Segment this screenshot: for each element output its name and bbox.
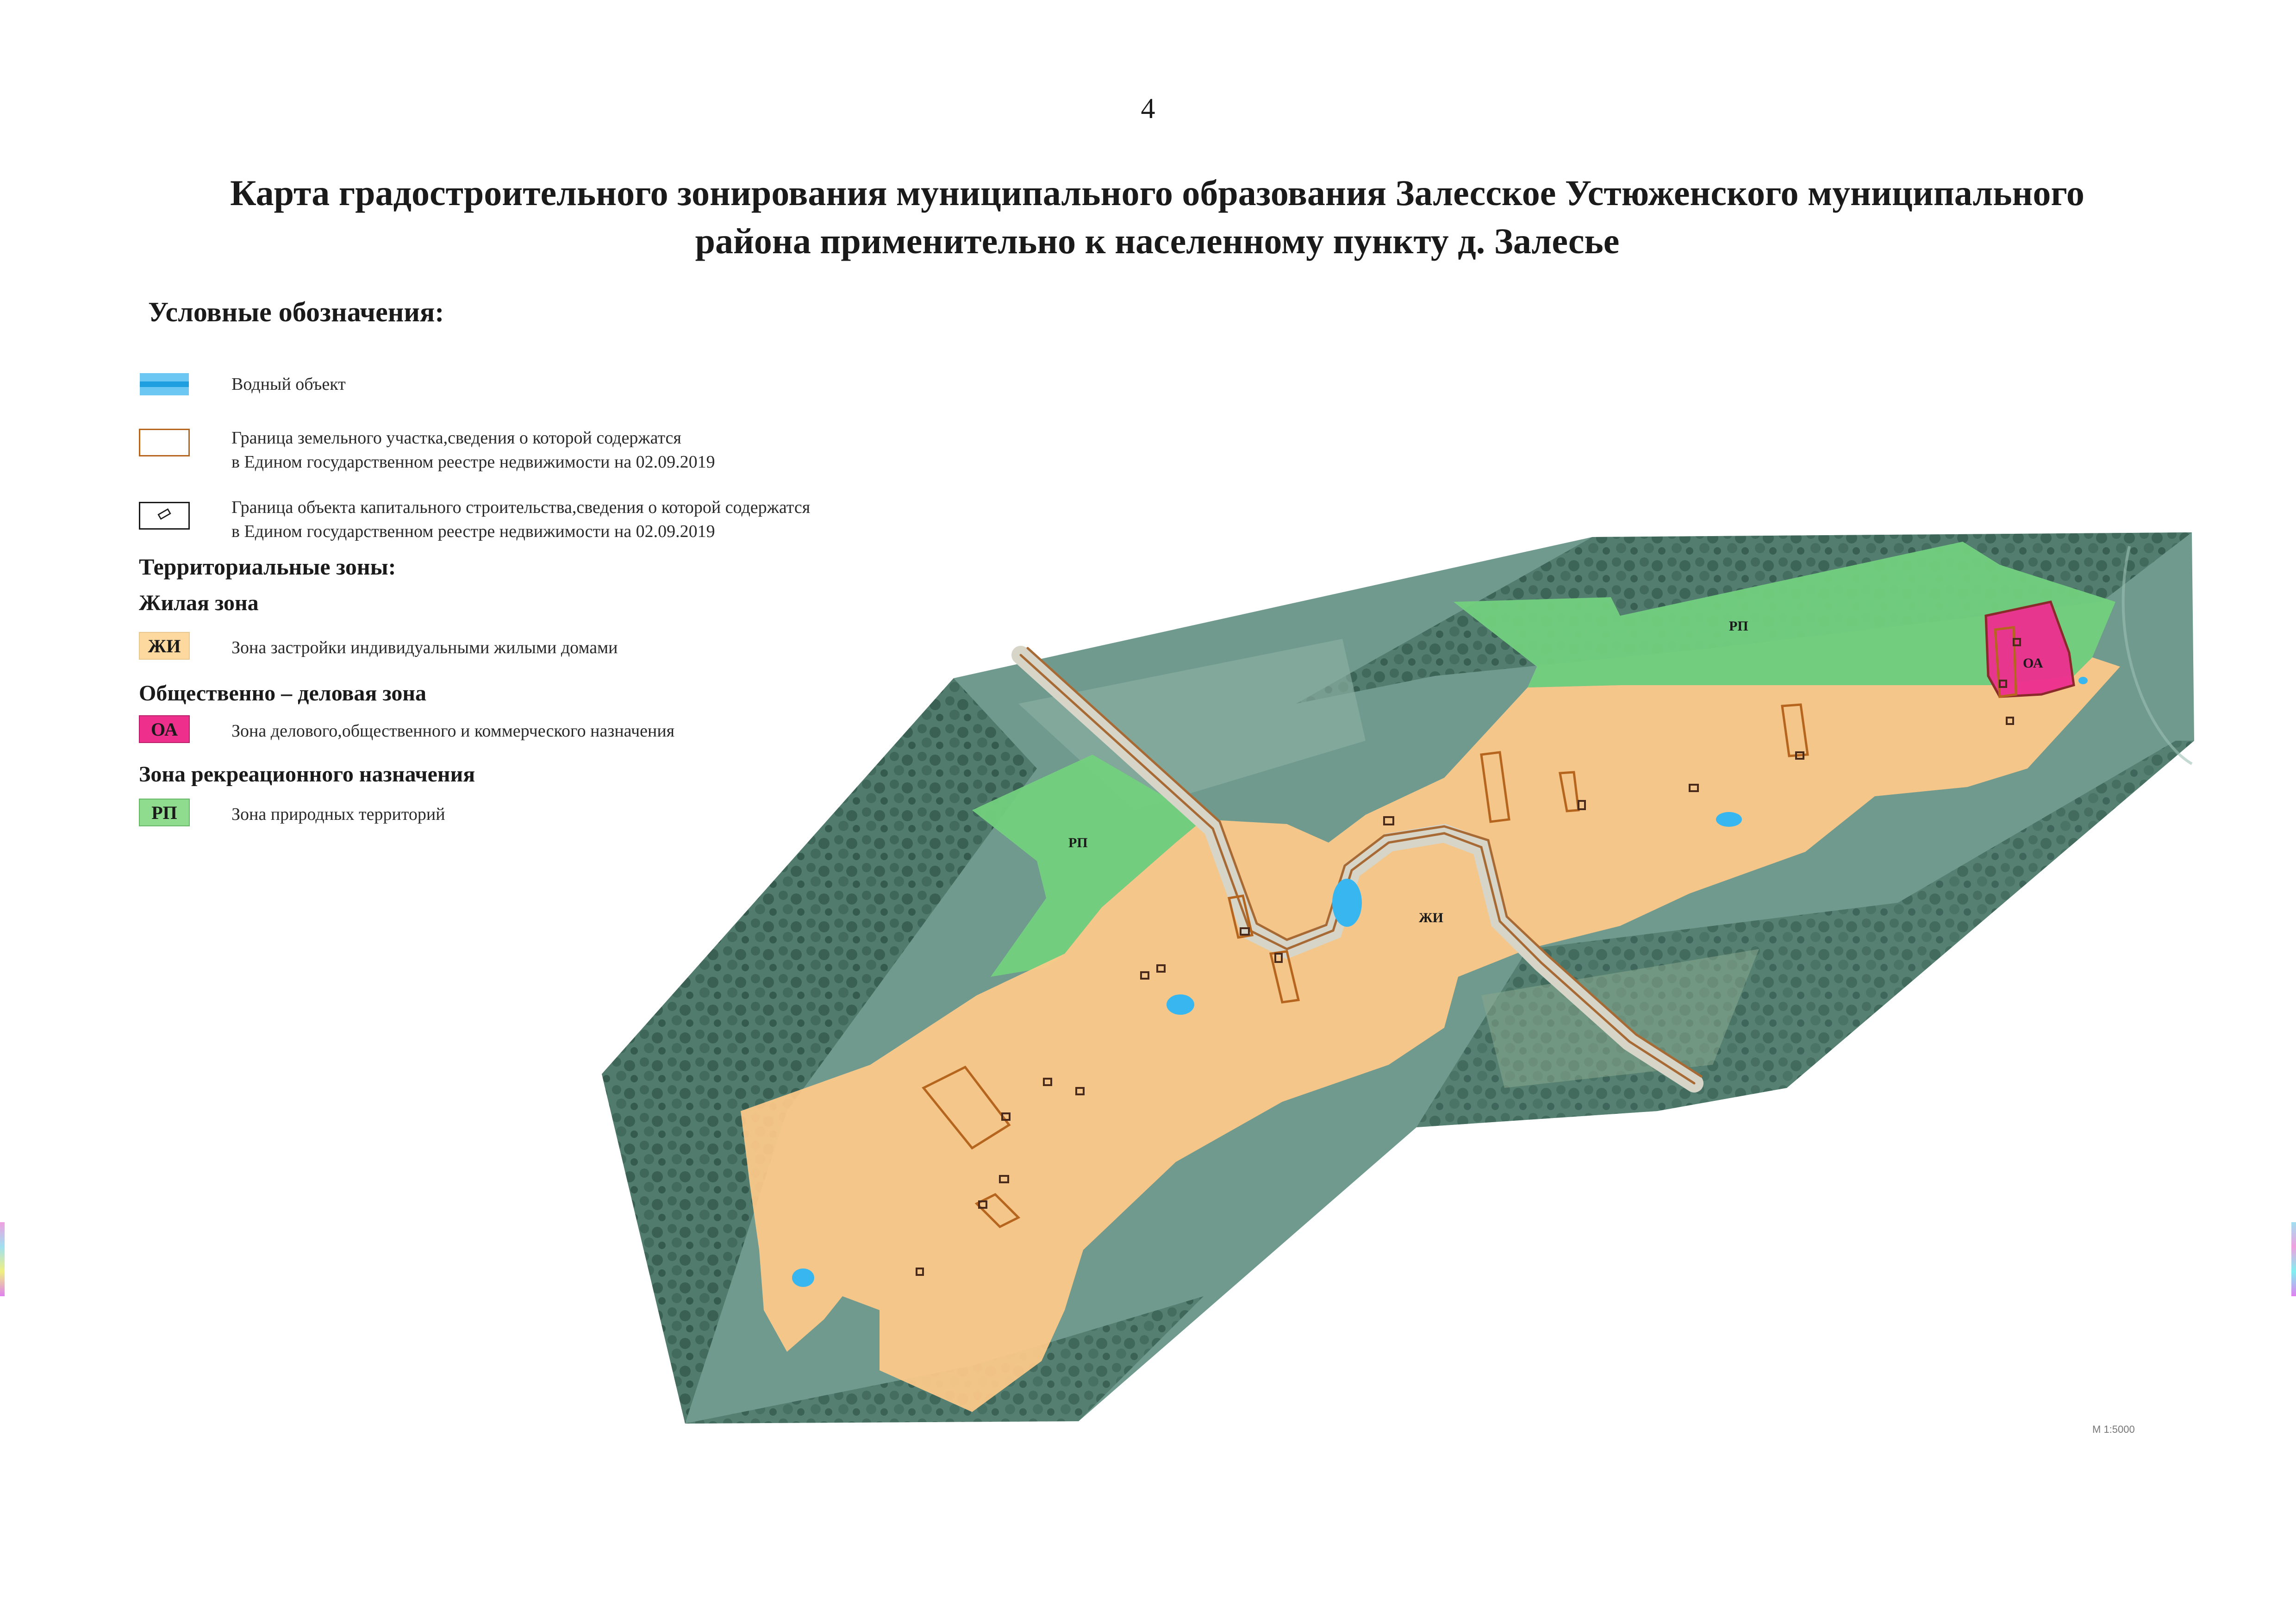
legend-parcel-text	[231, 426, 715, 474]
pond	[1332, 879, 1362, 927]
building-boundary-icon	[139, 502, 190, 530]
zone-label-rp-left: РП	[1068, 835, 1088, 850]
business-heading: Общественно – деловая зона	[139, 681, 427, 706]
residential-heading: Жилая зона	[139, 591, 259, 615]
pond	[1167, 994, 1194, 1015]
legend-parcel-line-1: Граница земельного участка,сведения о которой содержатся	[231, 428, 681, 448]
legend-heading: Условные обозначения:	[148, 297, 444, 327]
legend-building-line-2: в Едином государственном реестре недвижимости на 02.09.2019	[231, 522, 715, 541]
zone-label-zhi: ЖИ	[1419, 910, 1443, 925]
recreation-heading: Зона рекреационного назначения	[139, 762, 475, 787]
business-swatch: ОА	[139, 715, 190, 743]
scan-mark-right	[2291, 1222, 2296, 1296]
legend-item-recreation	[139, 799, 1018, 840]
legend-building-text	[231, 495, 810, 543]
water-icon	[139, 370, 190, 398]
legend-recreation-text: Зона природных территорий	[231, 805, 445, 824]
residential-swatch: ЖИ	[139, 632, 190, 660]
legend-water-text: Водный объект	[231, 375, 346, 394]
zone-label-oa: ОА	[2023, 656, 2043, 671]
legend-item-water	[139, 370, 1018, 412]
pond	[1716, 812, 1742, 827]
legend-item-parcel	[139, 426, 1018, 472]
zones-heading: Территориальные зоны:	[139, 554, 396, 580]
parcel-boundary-icon	[139, 429, 190, 456]
legend-item-business	[139, 715, 1018, 757]
scan-mark-left	[0, 1222, 5, 1296]
legend-item-residential	[139, 632, 1018, 674]
pond	[792, 1268, 814, 1287]
title-line-1: Карта градостроительного зонирования муниципального образования Залесское Устюженского муниципального	[230, 173, 2084, 213]
zone-label-rp-top: РП	[1729, 618, 1748, 634]
legend-business-text: Зона делового,общественного и коммерческого назначения	[231, 721, 675, 741]
title-line-2: района применительно к населенному пункту д. Залесье	[695, 221, 1620, 261]
pond	[2078, 677, 2088, 684]
legend-item-building	[139, 495, 1018, 541]
page-number: 4	[1141, 93, 1155, 125]
legend-residential-text: Зона застройки индивидуальными жилыми домами	[231, 638, 618, 657]
legend-parcel-line-2: в Едином государственном реестре недвижимости на 02.09.2019	[231, 452, 715, 472]
recreation-swatch: РП	[139, 799, 190, 826]
legend-building-line-1: Граница объекта капитального строительства,сведения о которой содержатся	[231, 498, 811, 517]
map-scale: М 1:5000	[2092, 1424, 2135, 1435]
